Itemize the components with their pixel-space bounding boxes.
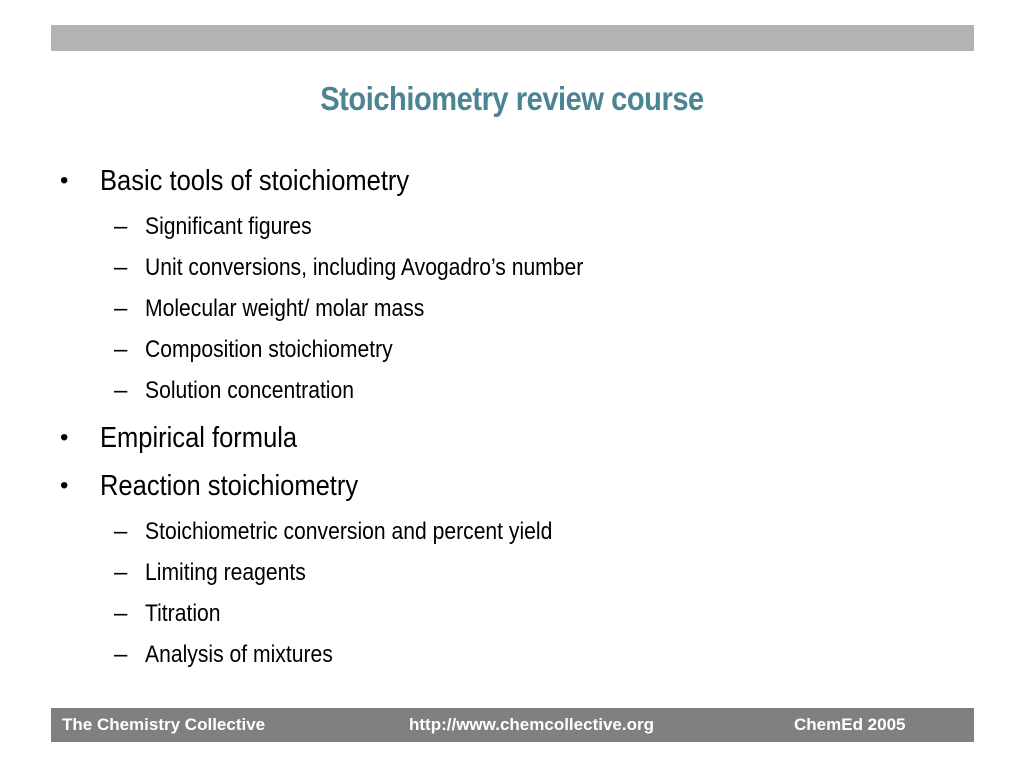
sub-item-label: Composition stoichiometry [145,336,393,363]
sub-item-label: Stoichiometric conversion and percent yield [145,518,553,545]
sub-item-label: Unit conversions, including Avogadro’s number [145,254,584,281]
dash-marker: – [114,213,128,240]
footer-event: ChemEd 2005 [794,715,906,734]
sub-item-label: Molecular weight/ molar mass [145,295,425,322]
sub-item-composition-stoichiometry [60,329,960,370]
slide-footer [51,708,974,742]
dash-marker: – [114,600,128,627]
footer-organization: The Chemistry Collective [62,715,266,734]
sub-item-label: Significant figures [145,213,312,240]
dash-marker: – [114,295,128,322]
dash-marker: – [114,254,128,281]
bullet-item-reaction-stoichiometry [60,465,960,507]
sub-item-limiting-reagents [60,552,960,593]
slide-title: Stoichiometry review course [320,80,704,117]
sub-item-unit-conversions [60,247,960,288]
sub-item-label: Titration [145,600,221,627]
bullet-marker: • [60,424,69,451]
dash-marker: – [114,641,128,668]
bullet-marker: • [60,167,69,194]
sub-item-solution-concentration [60,370,960,411]
dash-marker: – [114,518,128,545]
bullet-item-basic-tools [60,160,960,202]
footer-url: http://www.chemcollective.org [409,715,654,734]
sub-item-stoichiometric-conversion [60,511,960,552]
sub-item-analysis-of-mixtures [60,634,960,675]
sub-item-molecular-weight [60,288,960,329]
bullet-item-empirical-formula [60,417,960,459]
bullet-label: Reaction stoichiometry [100,470,359,502]
bullet-label: Basic tools of stoichiometry [100,165,410,197]
sub-item-label: Limiting reagents [145,559,306,586]
slide-content [60,160,960,675]
bullet-marker: • [60,472,69,499]
dash-marker: – [114,559,128,586]
dash-marker: – [114,336,128,363]
sub-item-label: Analysis of mixtures [145,641,333,668]
sub-item-titration [60,593,960,634]
dash-marker: – [114,377,128,404]
bullet-label: Empirical formula [100,422,298,454]
sub-item-significant-figures [60,206,960,247]
sub-item-label: Solution concentration [145,377,354,404]
top-decorative-bar [51,25,974,51]
